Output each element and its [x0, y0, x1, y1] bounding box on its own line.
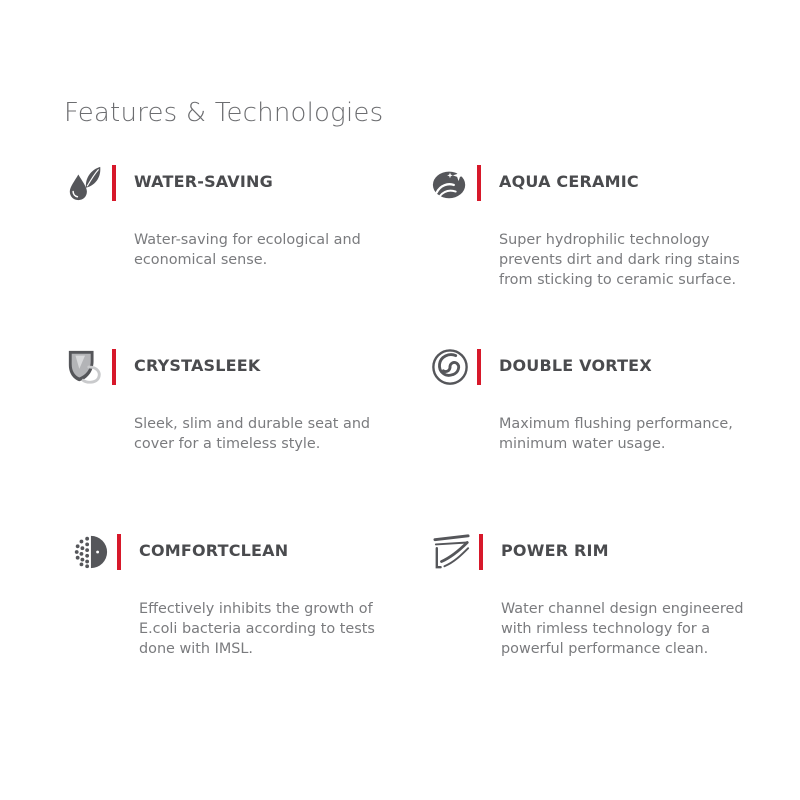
page-title: Features & Technologies	[64, 98, 384, 128]
accent-bar	[117, 534, 121, 570]
accent-bar	[479, 534, 483, 570]
feature-description: Water-saving for ecological and economical sense.	[134, 232, 361, 268]
power-rim-icon	[433, 533, 471, 571]
feature-description: Water channel design engineered with rimless technology for a powerful performance clean.	[501, 601, 744, 657]
feature-title: POWER RIM	[501, 541, 609, 560]
feature-description: Maximum flushing performance, minimum water usage.	[499, 416, 733, 452]
accent-bar	[112, 349, 116, 385]
feature-title: COMFORTCLEAN	[139, 541, 289, 560]
feature-title: AQUA CERAMIC	[499, 172, 639, 191]
feature-title: WATER-SAVING	[134, 172, 273, 191]
aqua-ceramic-sparkle-icon	[431, 164, 469, 202]
vortex-swirl-icon	[431, 348, 469, 386]
accent-bar	[477, 349, 481, 385]
feature-description: Effectively inhibits the growth of E.coli bacteria according to tests done with IMSL.	[139, 601, 375, 657]
feature-title: DOUBLE VORTEX	[499, 356, 652, 375]
accent-bar	[112, 165, 116, 201]
feature-description: Super hydrophilic technology prevents dirt and dark ring stains from sticking to ceramic surface.	[499, 232, 740, 288]
water-drop-leaf-icon	[66, 164, 104, 202]
toilet-seat-icon	[66, 348, 104, 386]
feature-description: Sleek, slim and durable seat and cover for a timeless style.	[134, 416, 371, 452]
accent-bar	[477, 165, 481, 201]
antibacterial-dots-icon	[71, 533, 109, 571]
feature-title: CRYSTASLEEK	[134, 356, 261, 375]
